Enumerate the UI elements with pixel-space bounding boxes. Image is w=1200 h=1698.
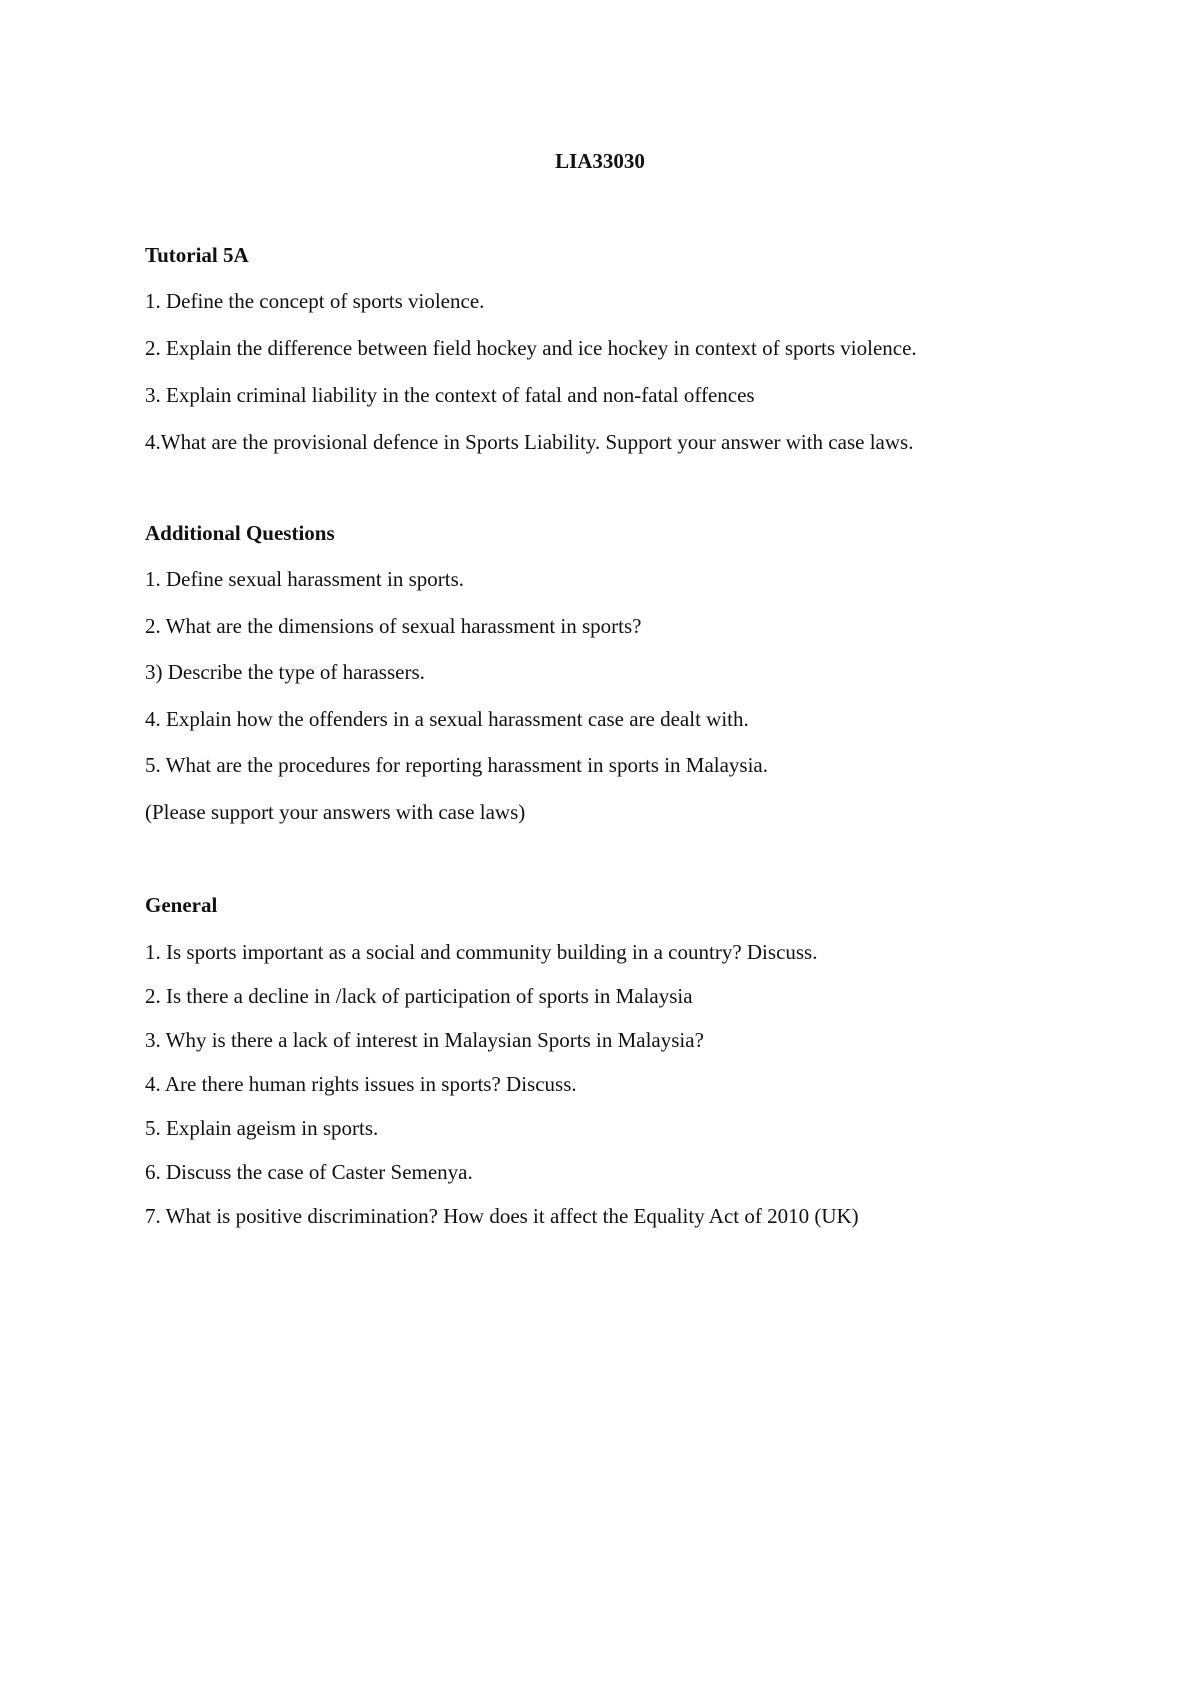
section-general xyxy=(145,890,1085,1245)
question-item: 1. Define the concept of sports violence. xyxy=(145,289,485,313)
section-tutorial-5a xyxy=(145,240,1085,474)
question-item: 1. Is sports important as a social and community building in a country? Discuss. xyxy=(145,940,818,964)
section-heading: General xyxy=(145,893,218,917)
question-item: 3. Explain criminal liability in the context of fatal and non-fatal offences xyxy=(145,383,755,407)
question-item: 3. Why is there a lack of interest in Malaysian Sports in Malaysia? xyxy=(145,1028,704,1052)
section-heading: Additional Questions xyxy=(145,521,335,545)
section-additional-questions xyxy=(145,518,1085,843)
question-item: 5. Explain ageism in sports. xyxy=(145,1116,379,1140)
question-list xyxy=(145,286,1085,457)
question-item: 2. Explain the difference between field hockey and ice hockey in context of sports violence. xyxy=(145,336,917,360)
question-item: 3) Describe the type of harassers. xyxy=(145,660,425,684)
note-item: (Please support your answers with case laws) xyxy=(145,799,526,824)
question-item: 1. Define sexual harassment in sports. xyxy=(145,567,465,591)
question-item: 4.What are the provisional defence in Sports Liability. Support your answer with case laws. xyxy=(145,430,914,454)
question-list xyxy=(145,937,1085,1231)
question-list xyxy=(145,564,1085,827)
question-item: 2. What are the dimensions of sexual harassment in sports? xyxy=(145,613,642,638)
question-item: 4. Are there human rights issues in sports? Discuss. xyxy=(145,1072,577,1096)
question-item: 4. Explain how the offenders in a sexual harassment case are dealt with. xyxy=(145,706,749,731)
question-item: 7. What is positive discrimination? How does it affect the Equality Act of 2010 (UK) xyxy=(145,1204,859,1228)
question-item: 6. Discuss the case of Caster Semenya. xyxy=(145,1160,473,1184)
question-item: 2. Is there a decline in /lack of participation of sports in Malaysia xyxy=(145,984,693,1008)
section-heading: Tutorial 5A xyxy=(145,243,249,267)
question-item: 5. What are the procedures for reporting harassment in sports in Malaysia. xyxy=(145,753,769,777)
document-title: LIA33030 xyxy=(555,149,645,173)
